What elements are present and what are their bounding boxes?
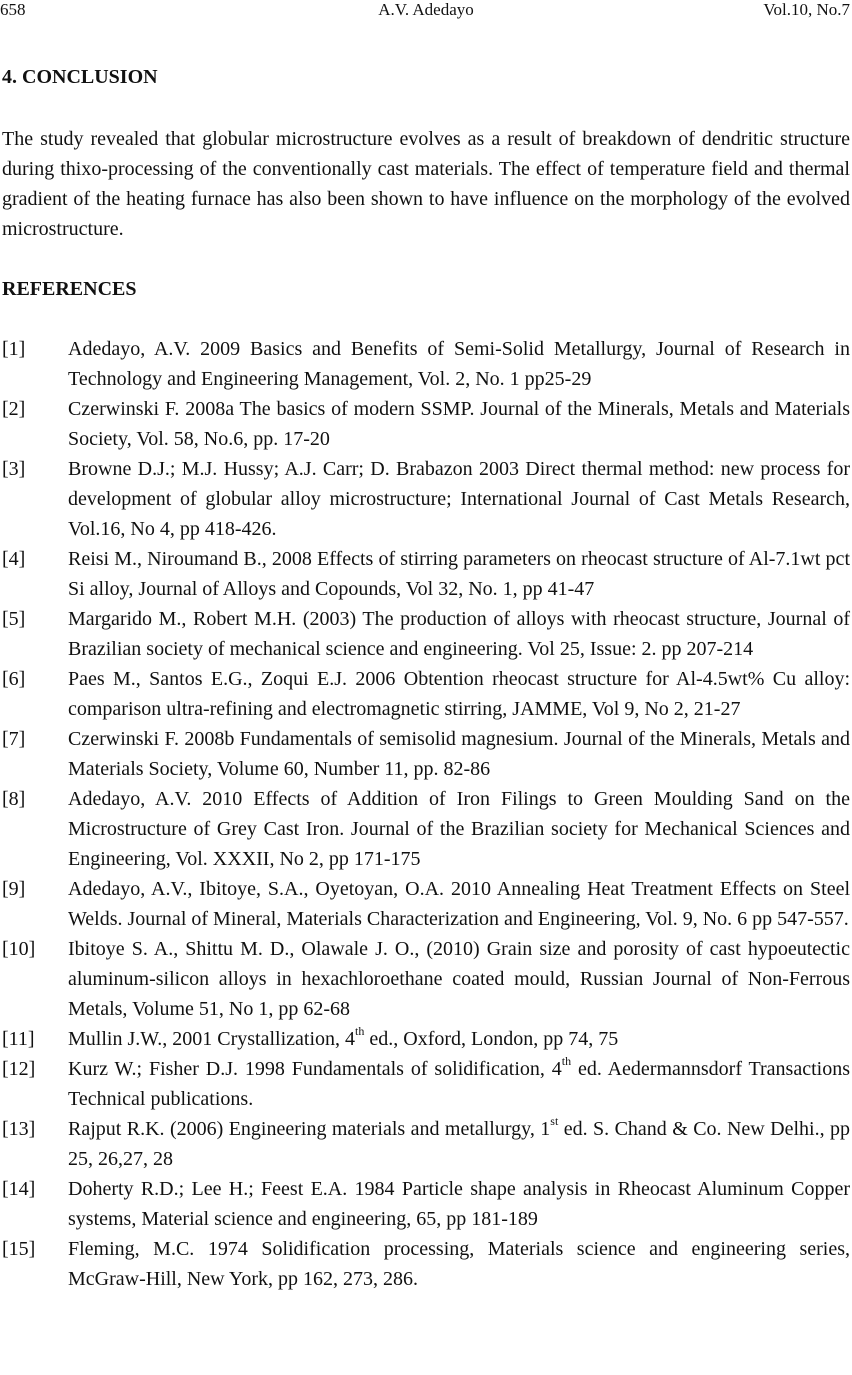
reference-text — [68, 728, 850, 780]
conclusion-heading: 4. CONCLUSION — [2, 66, 158, 88]
reference-text — [68, 548, 850, 600]
reference-number: [4] — [2, 548, 26, 570]
reference-text — [68, 1024, 619, 1050]
references-heading: REFERENCES — [2, 278, 137, 300]
reference-item — [2, 934, 850, 1024]
reference-text-part: Fleming, M.C. 1974 Solidification processing, Materials science and engineering series, McGraw-Hill, New York, pp 162, 273, 286. — [68, 1238, 850, 1290]
reference-number: [2] — [2, 398, 26, 420]
reference-text — [68, 1178, 850, 1230]
reference-text — [68, 668, 850, 720]
reference-number: [3] — [2, 458, 26, 480]
reference-text-part: Mullin J.W., 2001 Crystallization, 4 — [68, 1028, 356, 1050]
reference-number: [6] — [2, 668, 26, 690]
reference-text-part: Doherty R.D.; Lee H.; Feest E.A. 1984 Particle shape analysis in Rheocast Aluminum Copper systems, Material science and engineering, 65, pp 181-189 — [68, 1178, 850, 1230]
reference-item — [2, 664, 850, 724]
page-header — [0, 0, 852, 24]
reference-item — [2, 334, 850, 394]
reference-number: [11] — [2, 1028, 35, 1050]
reference-text-part: Margarido M., Robert M.H. (2003) The production of alloys with rheocast structure, Journal of Brazilian society of mechanical science and engineering. Vol 25, Issue: 2. pp 207-214 — [68, 608, 850, 660]
reference-item — [2, 1234, 850, 1294]
reference-text-part: Rajput R.K. (2006) Engineering materials and metallurgy, 1 — [68, 1118, 551, 1140]
reference-text-part: ed. S. Chand & Co. New Delhi., pp 25, 26,27, 28 — [68, 1118, 850, 1170]
running-author: A.V. Adedayo — [378, 0, 474, 19]
reference-text-part: Adedayo, A.V., Ibitoye, S.A., Oyetoyan, O.A. 2010 Annealing Heat Treatment Effects on Steel Welds. Journal of Mineral, Materials Characterization and Engineering, Vol. 9, No. 6 pp 547-557. — [68, 878, 850, 930]
reference-text-part: Kurz W.; Fisher D.J. 1998 Fundamentals of solidification, 4 — [68, 1058, 562, 1080]
reference-text — [68, 788, 850, 870]
reference-item — [2, 454, 850, 544]
reference-item — [2, 1024, 850, 1054]
reference-number: [12] — [2, 1058, 36, 1080]
reference-item — [2, 784, 850, 874]
reference-number: [14] — [2, 1178, 36, 1200]
reference-number: [5] — [2, 608, 26, 630]
reference-superscript: st — [550, 1114, 559, 1129]
reference-text-part: Adedayo, A.V. 2009 Basics and Benefits of Semi-Solid Metallurgy, Journal of Research in Technology and Engineering Management, Vol. 2, No. 1 pp25-29 — [68, 338, 850, 390]
reference-superscript: th — [355, 1024, 365, 1039]
reference-text-part: ed., Oxford, London, pp 74, 75 — [364, 1028, 619, 1050]
reference-item — [2, 544, 850, 604]
reference-number: [9] — [2, 878, 26, 900]
reference-text-part: Czerwinski F. 2008b Fundamentals of semisolid magnesium. Journal of the Minerals, Metals and Materials Society, Volume 60, Number 11, pp. 82-86 — [68, 728, 850, 780]
reference-number: [1] — [2, 338, 26, 360]
reference-text — [68, 398, 850, 450]
reference-item — [2, 394, 850, 454]
reference-item — [2, 1054, 850, 1114]
reference-number: [7] — [2, 728, 26, 750]
reference-text — [68, 878, 850, 930]
conclusion-paragraph: The study revealed that globular microstructure evolves as a result of breakdown of dendritic structure during thixo-processing of the conventionally cast materials. The effect of temperature field and thermal gradient of the heating furnace has also been shown to have influence on the morphology of the evolved microstructure. — [2, 128, 850, 240]
reference-list — [2, 334, 850, 1294]
reference-number: [8] — [2, 788, 26, 810]
reference-text — [68, 1238, 850, 1290]
reference-number: [15] — [2, 1238, 36, 1260]
page-number: 658 — [0, 0, 26, 19]
reference-item — [2, 874, 850, 934]
reference-text — [68, 338, 850, 390]
reference-item — [2, 1174, 850, 1234]
reference-text — [68, 1114, 850, 1170]
reference-text-part: Adedayo, A.V. 2010 Effects of Addition of Iron Filings to Green Moulding Sand on the Microstructure of Grey Cast Iron. Journal of the Brazilian society for Mechanical Sciences and Engineering, Vol. XXXII, No 2, pp 171-175 — [68, 788, 850, 870]
reference-text — [68, 458, 850, 540]
reference-text-part: Reisi M., Niroumand B., 2008 Effects of stirring parameters on rheocast structure of Al-7.1wt pct Si alloy, Journal of Alloys and Copounds, Vol 32, No. 1, pp 41-47 — [68, 548, 850, 600]
reference-item — [2, 604, 850, 664]
reference-text — [68, 1054, 850, 1110]
reference-number: [13] — [2, 1118, 36, 1140]
reference-text — [68, 938, 850, 1020]
journal-volume: Vol.10, No.7 — [763, 0, 850, 19]
reference-text-part: Browne D.J.; M.J. Hussy; A.J. Carr; D. Brabazon 2003 Direct thermal method: new process for development of globular alloy microstructure; International Journal of Cast Metals Research, Vol.16, No 4, pp 418-426. — [68, 458, 850, 540]
reference-text-part: Ibitoye S. A., Shittu M. D., Olawale J. O., (2010) Grain size and porosity of cast hypoeutectic aluminum-silicon alloys in hexachloroethane coated mould, Russian Journal of Non-Ferrous Metals, Volume 51, No 1, pp 62-68 — [68, 938, 850, 1020]
reference-item — [2, 1114, 850, 1174]
reference-item — [2, 724, 850, 784]
reference-text-part: Czerwinski F. 2008a The basics of modern SSMP. Journal of the Minerals, Metals and Materials Society, Vol. 58, No.6, pp. 17-20 — [68, 398, 850, 450]
reference-superscript: th — [561, 1054, 572, 1069]
reference-text-part: Paes M., Santos E.G., Zoqui E.J. 2006 Obtention rheocast structure for Al-4.5wt% Cu alloy: comparison ultra-refining and electromagnetic stirring, JAMME, Vol 9, No 2, 21-27 — [68, 668, 850, 720]
reference-text-part: ed. Aedermannsdorf Transactions Technical publications. — [68, 1058, 850, 1110]
reference-text — [68, 608, 850, 660]
reference-number: [10] — [2, 938, 36, 960]
